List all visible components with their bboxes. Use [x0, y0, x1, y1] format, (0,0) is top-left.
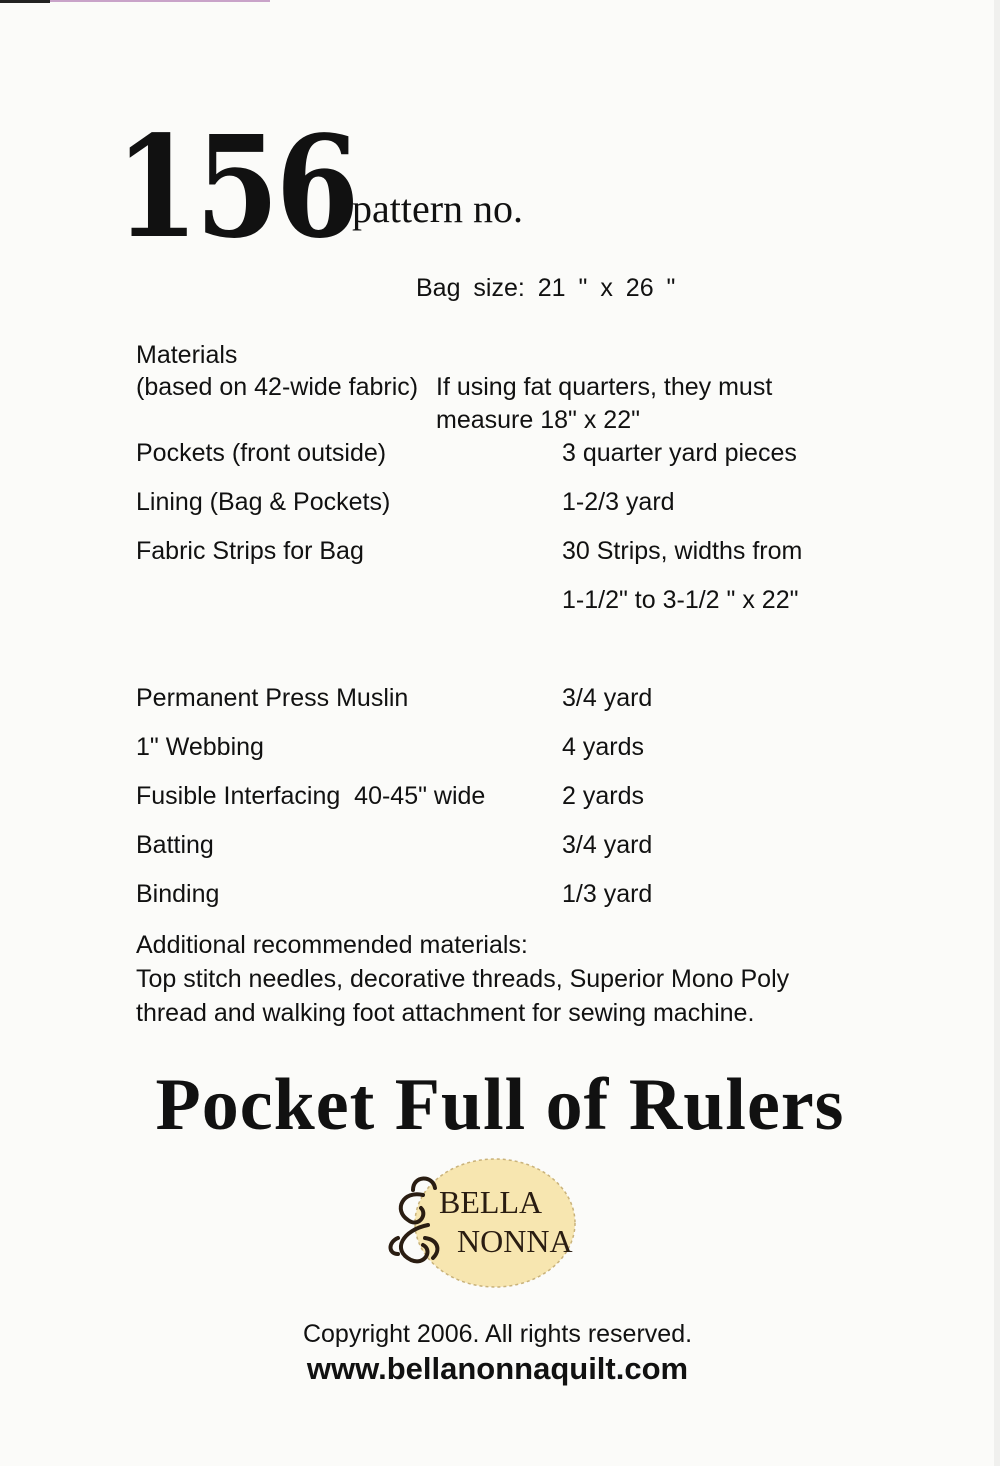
material-amount: 30 Strips, widths from — [562, 537, 803, 565]
material-item: Pockets (front outside) — [136, 439, 387, 467]
scan-edge-tint — [50, 0, 270, 2]
materials-basis: (based on 42-wide fabric) — [136, 373, 419, 401]
bella-nonna-logo — [383, 1150, 583, 1296]
additional-heading: Additional recommended materials: — [136, 931, 528, 959]
material-amount: 1-1/2" to 3-1/2 " x 22" — [562, 586, 799, 614]
website-url[interactable]: www.bellanonnaquilt.com — [306, 1351, 689, 1386]
logo-line1: BELLA — [439, 1184, 543, 1220]
bag-size: Bag size: 21 " x 26 " — [416, 274, 676, 302]
material-item: Fabric Strips for Bag — [136, 537, 364, 565]
materials-heading: Materials — [136, 341, 238, 369]
material-item: Lining (Bag & Pockets) — [136, 488, 391, 516]
fat-quarter-note-line2: measure 18" x 22" — [436, 406, 640, 434]
material-amount: 3 quarter yard pieces — [562, 439, 797, 467]
material-amount: 3/4 yard — [562, 831, 653, 859]
scan-edge-mark — [0, 0, 50, 3]
scan-edge-shadow — [994, 0, 1000, 1466]
material-amount: 4 yards — [562, 733, 644, 761]
additional-materials — [136, 928, 856, 1030]
material-item: Binding — [136, 880, 220, 908]
copyright: Copyright 2006. All rights reserved. — [302, 1320, 693, 1348]
fat-quarter-note-line1: If using fat quarters, they must — [436, 373, 773, 401]
additional-body: Top stitch needles, decorative threads, Superior Mono Poly thread and walking foot attachment for sewing machine. — [136, 965, 790, 1027]
material-item: Batting — [136, 831, 214, 859]
pattern-label: pattern no. — [352, 186, 524, 231]
material-item: Permanent Press Muslin — [136, 684, 409, 712]
product-title: Pocket Full of Rulers — [155, 1064, 845, 1146]
material-amount: 1/3 yard — [562, 880, 653, 908]
material-amount: 1-2/3 yard — [562, 488, 675, 516]
material-amount: 2 yards — [562, 782, 644, 810]
material-amount: 3/4 yard — [562, 684, 653, 712]
material-item: Fusible Interfacing 40-45" wide — [136, 782, 486, 810]
material-item: 1" Webbing — [136, 733, 264, 761]
pattern-number: 156 — [115, 106, 357, 270]
logo-line2: NONNA — [457, 1223, 573, 1259]
